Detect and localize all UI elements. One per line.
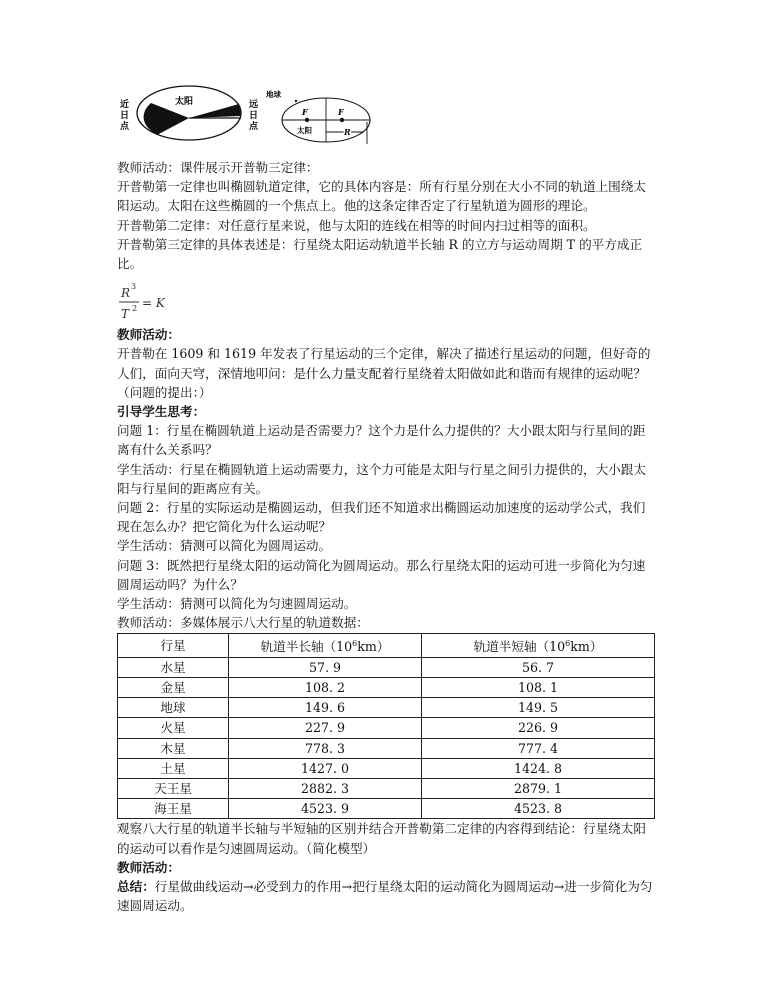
header-unit: km）	[570, 639, 603, 655]
section-heading: 教师活动：	[117, 859, 180, 875]
cell-planet: 地球	[118, 698, 229, 718]
paragraph: 开普勒在 1609 和 1619 年发表了行星运动的三个定律，解决了描述行星运动的问题，但好奇的人们，面向天穹，深情地叩问：是什么力量支配着行星绕着太阳做如此和谐而有规律的运动呢？（问题的提出：）	[117, 346, 651, 400]
cell-planet: 土星	[118, 758, 229, 778]
cell-semi-minor: 226. 9	[422, 718, 655, 738]
header-semi-major	[229, 634, 422, 657]
header-exponent: 6	[352, 639, 358, 649]
table-row	[118, 738, 655, 758]
perihelion-char-2: 日	[120, 111, 130, 121]
cell-semi-minor: 108. 1	[422, 678, 655, 698]
cell-semi-minor: 4523. 8	[422, 799, 655, 819]
cell-semi-major: 4523. 9	[229, 799, 422, 819]
table-row	[118, 657, 655, 677]
cell-planet: 火星	[118, 718, 229, 738]
table-body	[118, 657, 655, 819]
paragraph: 学生活动：猜测可以简化为匀速圆周运动。	[117, 596, 357, 612]
section-heading: 引导学生思考：	[117, 404, 206, 420]
fig1-sun-label: 太阳	[175, 97, 194, 107]
cell-planet: 海王星	[118, 799, 229, 819]
cell-planet: 金星	[118, 678, 229, 698]
formula-numerator: R	[121, 286, 131, 301]
formula-rhs: = K	[142, 296, 165, 311]
paragraph: 问题 3：既然把行星绕太阳的运动简化为圆周运动。那么行星绕太阳的运动可进一步简化为匀速圆周运动吗？为什么？	[117, 557, 646, 592]
kepler-third-law-formula	[117, 277, 657, 323]
perihelion-char-1: 近	[120, 100, 130, 110]
cell-semi-minor: 56. 7	[422, 657, 655, 677]
formula-num-exponent: 3	[131, 282, 137, 292]
planet-orbit-table	[117, 633, 655, 819]
focus-label-left: F	[302, 107, 308, 117]
fig2-sun-label: 太阳	[297, 126, 312, 135]
paragraph: 问题 2：行星的实际运动是椭圆运动，但我们还不知道求出椭圆运动加速度的运动学公式，我们现在怎么办？把它简化为什么运动呢？	[117, 500, 646, 535]
cell-semi-minor: 2879. 1	[422, 779, 655, 799]
earth-dot	[295, 100, 297, 102]
cell-semi-minor: 149. 5	[422, 698, 655, 718]
cell-semi-minor: 1424. 8	[422, 758, 655, 778]
cell-planet: 天王星	[118, 779, 229, 799]
cell-semi-major: 108. 2	[229, 678, 422, 698]
cell-semi-major: 227. 9	[229, 718, 422, 738]
aphelion-char-3: 点	[249, 122, 259, 132]
focus-left	[305, 118, 309, 122]
focus-right	[340, 118, 344, 122]
cell-semi-major: 1427. 0	[229, 758, 422, 778]
header-text: 轨道半长轴（10	[260, 639, 353, 655]
section-heading: 教师活动：	[117, 327, 180, 343]
paragraph: 问题 1：行星在椭圆轨道上运动是否需要力？这个力是什么力提供的？大小跟太阳与行星间的距离有什么关系吗？	[117, 423, 646, 458]
kepler-second-law-diagram	[117, 82, 262, 144]
ellipse-foci-diagram	[262, 84, 377, 144]
summary-text: 行星做曲线运动→必受到力的作用→把行星绕太阳的运动简化为圆周运动→进一步简化为匀速圆周运动。	[117, 879, 653, 914]
perihelion-char-3: 点	[120, 122, 130, 132]
cell-semi-major: 149. 6	[229, 698, 422, 718]
paragraph: 学生活动：猜测可以简化为圆周运动。	[117, 538, 332, 554]
aphelion-char-2: 日	[249, 111, 259, 121]
paragraph: 教师活动：课件展示开普勒三定律：	[117, 160, 319, 175]
paragraph: 观察八大行星的轨道半长轴与半短轴的区别并结合开普勒第二定律的内容得到结论：行星绕太阳的运动可以看作是匀速圆周运动。（简化模型）	[117, 821, 646, 856]
cell-semi-major: 778. 3	[229, 738, 422, 758]
cell-planet: 木星	[118, 738, 229, 758]
table-row	[118, 718, 655, 738]
radius-label: R	[344, 127, 351, 137]
table-row	[118, 799, 655, 819]
header-unit: km）	[357, 639, 390, 655]
table-row	[118, 758, 655, 778]
cell-semi-minor: 777. 4	[422, 738, 655, 758]
table-row	[118, 678, 655, 698]
focus-label-right: F	[338, 107, 344, 117]
header-text: 行星	[160, 638, 186, 654]
header-exponent: 6	[565, 639, 571, 649]
header-text: 轨道半短轴（10	[473, 639, 566, 655]
cell-semi-major: 2882. 3	[229, 779, 422, 799]
cell-planet: 水星	[118, 657, 229, 677]
table-row	[118, 779, 655, 799]
table-header-row	[118, 634, 655, 657]
paragraph: 开普勒第一定律也叫椭圆轨道定律，它的具体内容是：所有行星分别在大小不同的轨道上围绕太阳运动。太阳在这些椭圆的一个焦点上。他的这条定律否定了行星轨道为圆形的理论。	[117, 179, 646, 214]
formula-denominator: T	[121, 307, 130, 322]
earth-label: 地球	[266, 90, 281, 99]
header-semi-minor	[422, 634, 655, 657]
cell-semi-major: 57. 9	[229, 657, 422, 677]
document-body	[117, 158, 657, 916]
document-page	[117, 78, 657, 916]
paragraph: 教师活动：多媒体展示八大行星的轨道数据：	[117, 615, 369, 631]
aphelion-char-1: 远	[249, 100, 259, 110]
summary-label: 总结：	[117, 879, 155, 895]
figures-row	[117, 78, 657, 150]
formula-den-exponent: 2	[132, 304, 138, 314]
summary-paragraph	[117, 877, 657, 915]
paragraph: 学生活动：行星在椭圆轨道上运动需要力，这个力可能是太阳与行星之间引力提供的，大小跟太阳与行星间的距离应有关。	[117, 461, 646, 496]
table-row	[118, 698, 655, 718]
header-planet	[118, 634, 229, 657]
paragraph: 开普勒第三定律的具体表述是：行星绕太阳运动轨道半长轴 R 的立方与运动周期 T 的平方成正比。	[117, 236, 643, 272]
paragraph: 开普勒第二定律：对任意行星来说，他与太阳的连线在相等的时间内扫过相等的面积。	[117, 217, 596, 233]
